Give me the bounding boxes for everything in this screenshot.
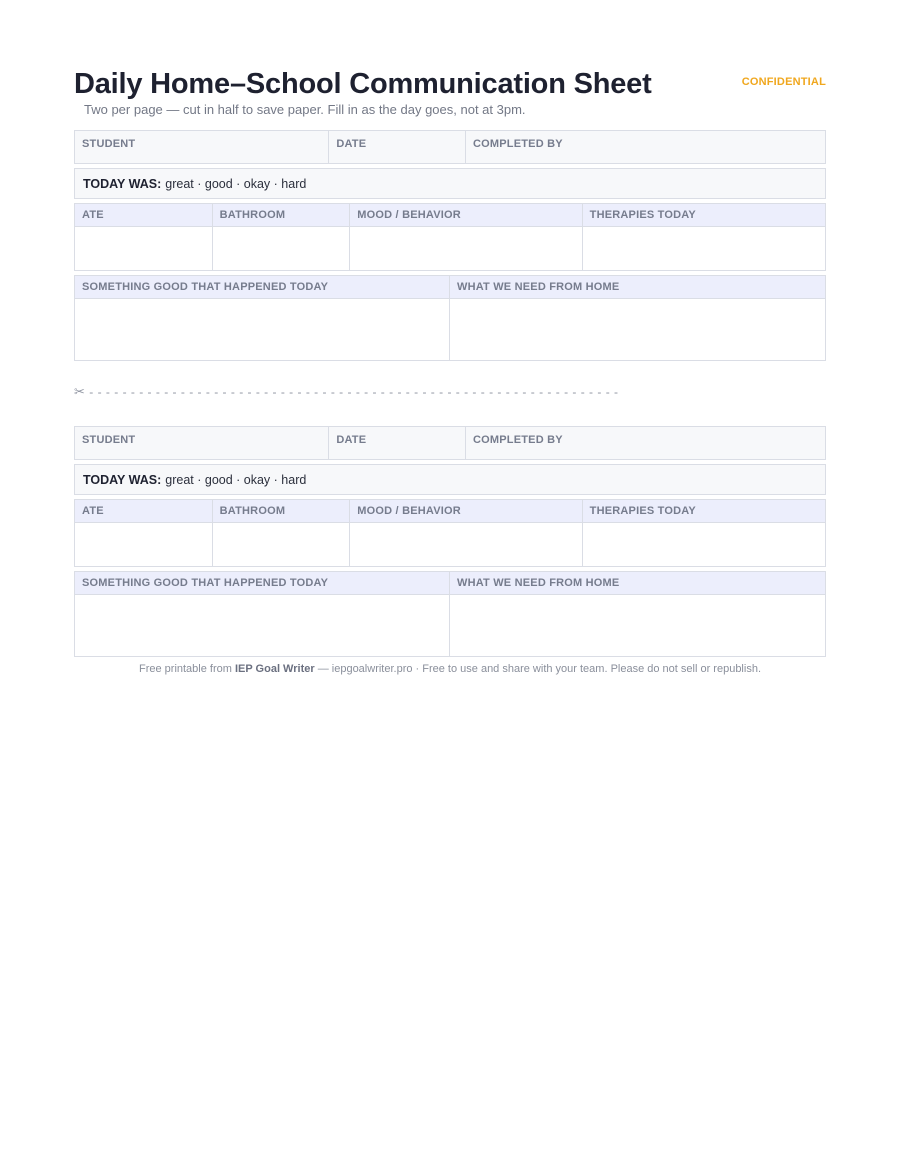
cut-line [74,384,619,400]
student-field[interactable]: STUDENT [75,131,329,163]
bathroom-field[interactable] [213,523,351,566]
need-from-home-header: WHAT WE NEED FROM HOME [457,281,620,293]
footer-suffix: — iepgoalwriter.pro · Free to use and share with your team. Please do not sell or republish. [314,663,761,675]
info-row [74,130,826,164]
something-good-field[interactable] [75,595,450,656]
footer-brand: IEP Goal Writer [234,663,315,675]
info-row [74,426,826,460]
sheet-top [74,130,826,361]
notes-grid [74,571,826,657]
page-subtitle: Two per page — cut in half to save paper. Fill in as the day goes, not at 3pm. [84,102,526,117]
daily-grid [74,499,826,567]
page-title: Daily Home–School Communication Sheet [74,68,652,100]
therapies-today-field[interactable] [583,523,825,566]
ate-header: ATE [75,204,213,226]
completed-by-field[interactable]: COMPLETED BY [472,138,563,150]
confidential-badge: CONFIDENTIAL [741,76,826,88]
footer-prefix: Free printable from [138,663,235,675]
today-was-options: great · good · okay · hard [165,176,307,191]
something-good-header: SOMETHING GOOD THAT HAPPENED TODAY [75,572,450,594]
sheet-bottom [74,426,826,657]
mood-behavior-header: MOOD / BEHAVIOR [350,204,582,226]
bathroom-field[interactable] [213,227,351,270]
today-was-label: TODAY WAS: [83,472,162,487]
page-header [74,66,826,118]
need-from-home-header: WHAT WE NEED FROM HOME [457,577,620,589]
today-was-row[interactable] [74,168,826,199]
ate-field[interactable] [75,227,213,270]
mood-behavior-field[interactable] [350,523,582,566]
footer [0,663,900,675]
ate-field[interactable] [75,523,213,566]
something-good-header: SOMETHING GOOD THAT HAPPENED TODAY [75,276,450,298]
ate-header: ATE [75,500,213,522]
date-field[interactable]: DATE [329,131,466,163]
date-field[interactable]: DATE [329,427,466,459]
scissors-icon: ✂ [74,384,86,399]
therapies-today-header: THERAPIES TODAY [589,209,696,221]
therapies-today-field[interactable] [583,227,825,270]
today-was-label: TODAY WAS: [83,176,162,191]
bathroom-header: BATHROOM [213,500,351,522]
need-from-home-field[interactable] [450,299,825,360]
notes-grid [74,275,826,361]
completed-by-field[interactable]: COMPLETED BY [472,434,563,446]
therapies-today-header: THERAPIES TODAY [589,505,696,517]
need-from-home-field[interactable] [450,595,825,656]
mood-behavior-header: MOOD / BEHAVIOR [350,500,582,522]
today-was-options: great · good · okay · hard [165,472,307,487]
student-field[interactable]: STUDENT [75,427,329,459]
bathroom-header: BATHROOM [213,204,351,226]
something-good-field[interactable] [75,299,450,360]
mood-behavior-field[interactable] [350,227,582,270]
cut-dashes: - - - - - - - - - - - - - - - - - - - - - - - - - - - - - - - - - - - - - - - - - - - - - - - - - - - - - - - - - - - - - - - - [89,385,619,399]
today-was-row[interactable] [74,464,826,495]
daily-grid [74,203,826,271]
